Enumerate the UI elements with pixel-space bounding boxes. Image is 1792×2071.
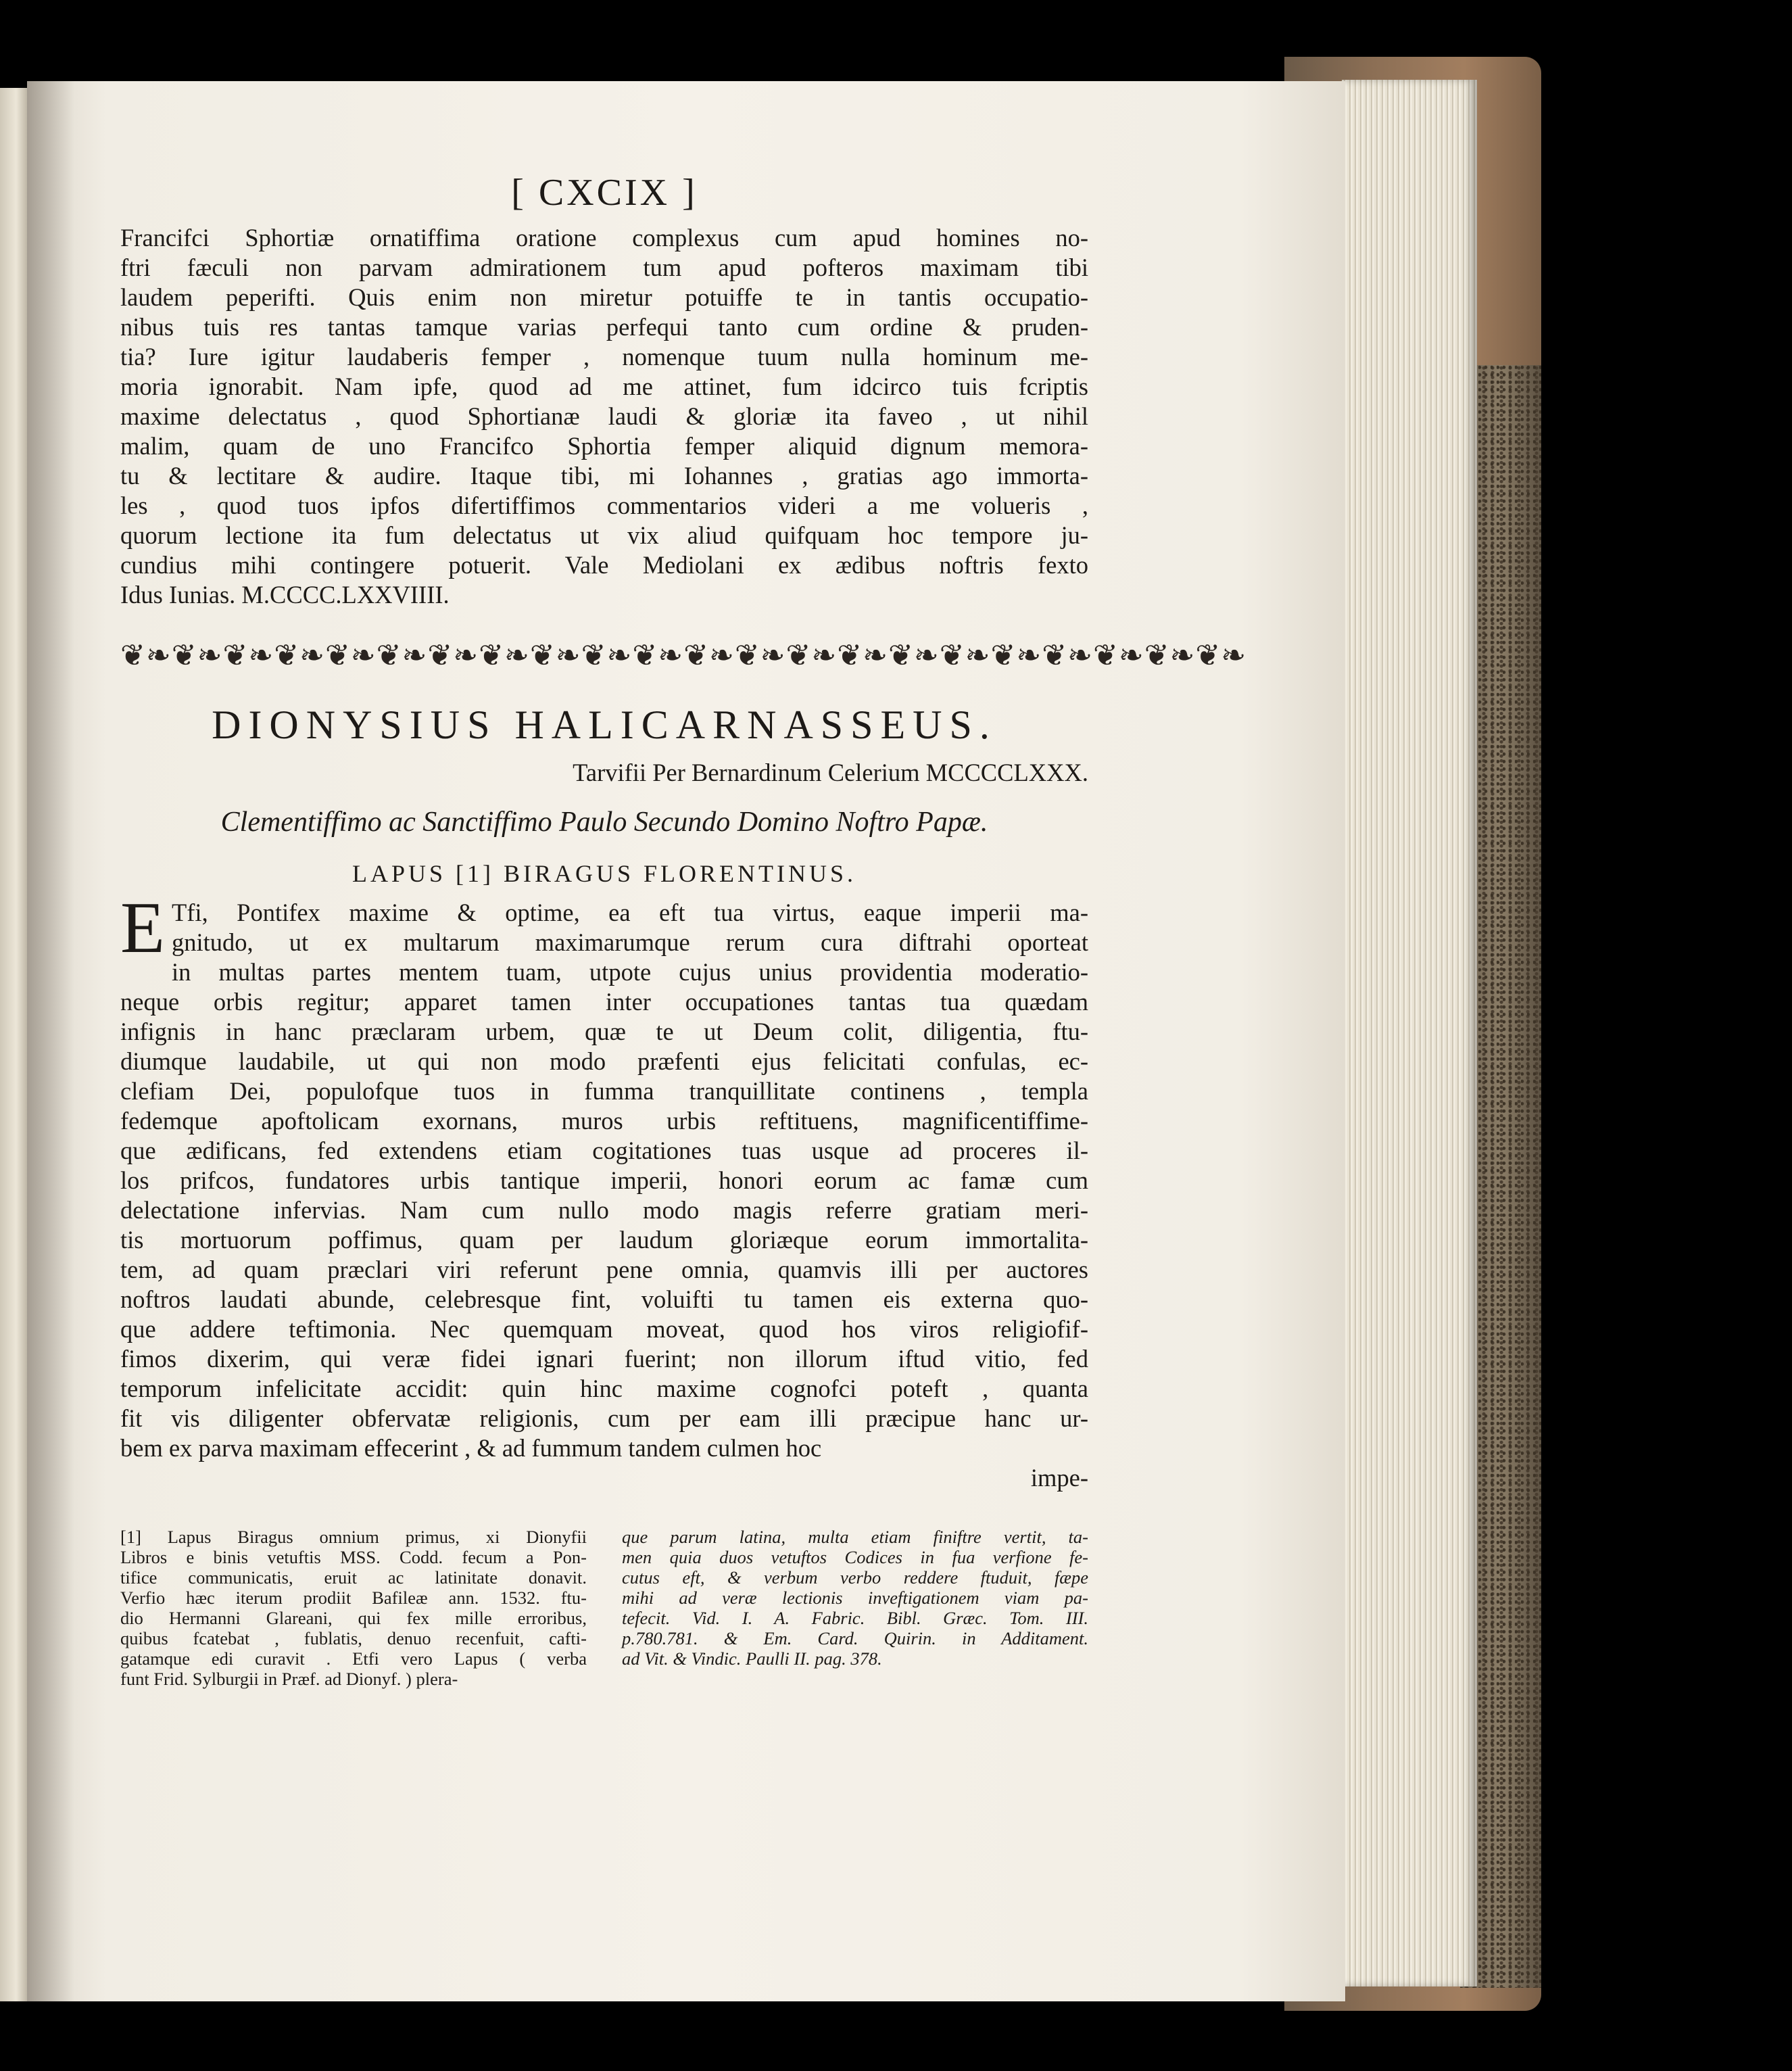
text-line: ftri fæculi non parvam admirationem tum apud pofteros maximam tibi xyxy=(120,254,1088,281)
author-line: LAPUS [1] BIRAGUS FLORENTINUS. xyxy=(352,860,857,887)
text-line: fedemque apoftolicam exornans, muros urbis reftituens, magnificentiffime- xyxy=(120,1107,1088,1135)
text-line: laudem peperifti. Quis enim non miretur potuiffe te in tantis occupatio- xyxy=(120,283,1088,311)
text-line: gnitudo, ut ex multarum maximarumque rerum cura diftrahi oporteat xyxy=(171,928,1088,956)
text-line: delectatione infervias. Nam cum nullo modo magis referre gratiam meri- xyxy=(120,1196,1088,1224)
text-line: temporum infelicitate accidit: quin hinc maxime cognofci poteft , quanta xyxy=(120,1375,1088,1402)
footnote-line: [1] Lapus Biragus omnium primus, xi Dionyfii xyxy=(120,1527,587,1547)
footnote-line: men quia duos vetuftos Codices in fua verfione fe- xyxy=(622,1547,1088,1567)
text-line: que ædificans, fed extendens etiam cogitationes tuas usque ad proceres il- xyxy=(120,1137,1088,1164)
footnote-line: Verfio hæc iterum prodiit Bafileæ ann. 1532. ftu- xyxy=(120,1588,587,1608)
footnote-line: que parum latina, multa etiam finiftre vertit, ta- xyxy=(622,1527,1088,1547)
footnote-line: quibus fcatebat , fublatis, denuo recenfuit, cafti- xyxy=(120,1628,587,1648)
text-line: neque orbis regitur; apparet tamen inter occupationes tantas tua quædam xyxy=(120,988,1088,1016)
drop-cap: E xyxy=(120,888,165,968)
text-line: cundius mihi contingere potuerit. Vale Mediolani ex ædibus noftris fexto xyxy=(120,551,1088,579)
catchword: impe- xyxy=(1030,1464,1088,1492)
gutter-shadow xyxy=(27,81,74,2001)
footnote-right-column xyxy=(622,1527,1088,1689)
ornament-row: ❦❧❦❧❦❧❦❧❦❧❦❧❦❧❦❧❦❧❦❧❦❧❦❧❦❧❦❧❦❧❦❧❦❧❦❧❦❧❦❧❦❧❦❧ xyxy=(120,639,1247,672)
text-line: maxime delectatus , quod Sphortianæ laudi & gloriæ ita faveo , ut nihil xyxy=(120,402,1088,430)
text-line: diumque laudabile, ut qui non modo præfenti ejus felicitati confulas, ec- xyxy=(120,1047,1088,1075)
footnote-line: tefecit. Vid. I. A. Fabric. Bibl. Græc. Tom. III. xyxy=(622,1608,1088,1628)
text-line: fimos dixerim, qui veræ fidei ignari fuerint; non illorum iftud vitio, fed xyxy=(120,1345,1088,1373)
dedication: Clementiffimo ac Sanctiffimo Paulo Secundo Domino Noftro Papæ. xyxy=(220,807,988,838)
text-block xyxy=(120,169,1247,1493)
footnote-line: p.780.781. & Em. Card. Quirin. in Additament. xyxy=(622,1628,1088,1648)
footnote-line: mihi ad veræ lectionis inveftigationem viam pa- xyxy=(622,1588,1088,1608)
printer-line: Tarvifii Per Bernardinum Celerium MCCCCLXXX. xyxy=(573,759,1088,786)
text-line: Tfi, Pontifex maxime & optime, ea eft tua virtus, eaque imperii ma- xyxy=(171,899,1088,926)
page-edges xyxy=(1342,80,1477,1986)
text-line: quorum lectione ita fum delectatus ut vix aliud quifquam hoc tempore ju- xyxy=(120,521,1088,549)
text-line: noftros laudati abunde, celebresque fint, voluifti tu tamen eis externa quo- xyxy=(120,1285,1088,1313)
text-line: tem, ad quam præclari viri referunt pene omnia, quamvis illi per auctores xyxy=(120,1256,1088,1283)
section-title: DIONYSIUS HALICARNASSEUS. xyxy=(212,703,997,747)
footnote-line: cutus eft, & verbum verbo reddere ftuduit, fæpe xyxy=(622,1567,1088,1588)
text-line: fit vis diligenter obfervatæ religionis, cum per eam illi præcipue hanc ur- xyxy=(120,1404,1088,1432)
text-line: tis mortuorum poffimus, quam per laudum gloriæque eorum immortalita- xyxy=(120,1226,1088,1254)
footnote-left-column xyxy=(120,1527,587,1689)
text-line: nibus tuis res tantas tamque varias perfequi tanto cum ordine & pruden- xyxy=(120,313,1088,341)
footnote-line: funt Frid. Sylburgii in Præf. ad Dionyf. ) plera- xyxy=(120,1669,458,1689)
footnote-line: Libros e binis vetuftis MSS. Codd. fecum a Pon- xyxy=(120,1547,587,1567)
page-number: [ CXCIX ] xyxy=(511,172,698,214)
text-line: les , quod tuos ipfos difertiffimos commentarios videri a me volueris , xyxy=(120,492,1088,519)
text-line: tu & lectitare & audire. Itaque tibi, mi Iohannes , gratias ago immorta- xyxy=(120,462,1088,490)
footnote-line: ad Vit. & Vindic. Paulli II. pag. 378. xyxy=(622,1648,882,1669)
text-line: clefiam Dei, populofque tuos in fumma tranquillitate continens , templa xyxy=(120,1077,1088,1105)
footnote-line: dio Hermanni Glareani, qui fex mille erroribus, xyxy=(120,1608,587,1628)
footnote-line: gatamque edi curavit . Etfi vero Lapus ( verba xyxy=(120,1648,587,1669)
text-line: tia? Iure igitur laudaberis femper , nomenque tuum nulla hominum me- xyxy=(120,343,1088,371)
footnote-line: tifice communicatis, eruit ac latinitate donavit. xyxy=(120,1567,587,1588)
text-line: malim, quam de uno Francifco Sphortia femper aliquid dignum memora- xyxy=(120,432,1088,460)
opening-paragraph xyxy=(120,223,1088,610)
text-line: moria ignorabit. Nam ipfe, quod ad me attinet, fum idcirco tuis fcriptis xyxy=(120,373,1088,400)
text-line: infignis in hanc præclaram urbem, quæ te ut Deum colit, diligentia, ftu- xyxy=(120,1018,1088,1045)
text-line: los prifcos, fundatores urbis tantique imperii, honori eorum ac famæ cum xyxy=(120,1166,1088,1194)
text-line: que addere teftimonia. Nec quemquam moveat, quod hos viros religiofif- xyxy=(120,1315,1088,1343)
text-line: bem ex parva maximam effecerint , & ad fummum tandem culmen hoc xyxy=(120,1434,822,1462)
main-paragraph xyxy=(120,888,1088,1463)
text-line: Idus Iunias. M.CCCC.LXXVIIII. xyxy=(120,581,450,609)
text-line: Francifci Sphortiæ ornatiffima oratione complexus cum apud homines no- xyxy=(120,224,1088,252)
footnotes xyxy=(120,1527,1088,1689)
text-line: in multas partes mentem tuam, utpote cujus unius providentia moderatio- xyxy=(171,958,1088,986)
